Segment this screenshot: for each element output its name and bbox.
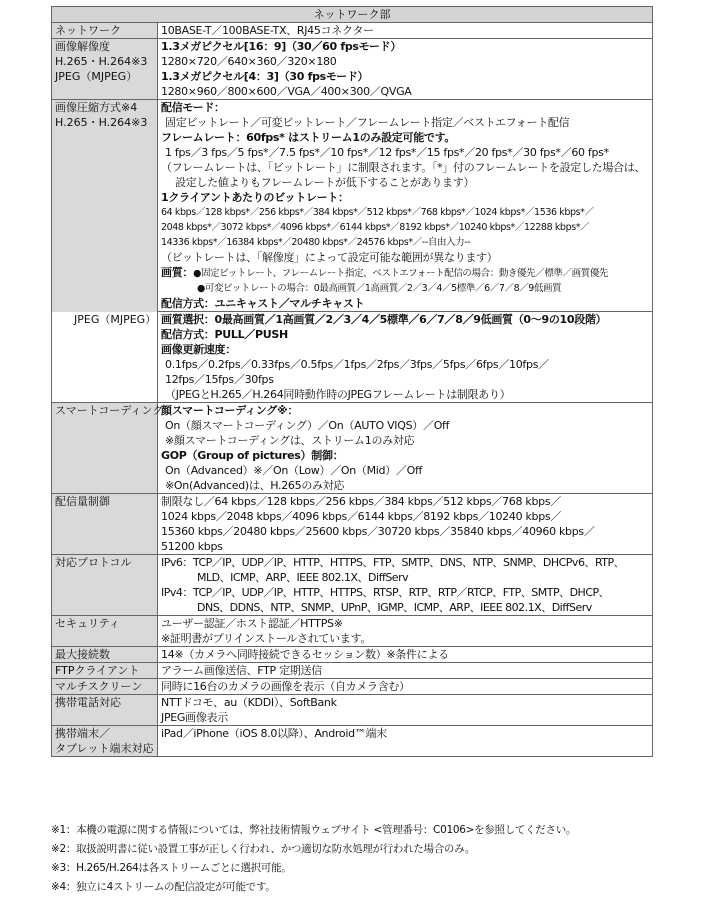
row-value: 画質選択：0最高画質／1高画質／2／3／4／5標準／6／7／8／9低画質（0～9の10段階） 配信方式：PULL／PUSH 画像更新速度： 0.1fps／0.2fps／0.33fps／0.5fps／1fps／2fps／3fps／5fps／6fps／10fps／ 12fps／15fps／30fps （JPEGとH.265／H.264同時動作時のJPEGフレームレートは制限あり） [158,312,653,403]
table-row [52,695,653,726]
row-value: 配信モード： 固定ビットレート／可変ビットレート／フレームレート指定／ベストエフォート配信 フレームレート：60fps* はストリーム1のみ設定可能です。 1 fps／3 fps／5 fps*／7.5 fps*／10 fps*／12 fps*／15 fps*／20 fps*／30 fps*／60 fps* （フレームレートは、「ビットレート」に制限されます。「*」付のフレームレートを設定した場合は、 設定した値よりもフレームレートが低下することがあります） 1クライアントあたりのビットレート： 64 kbps／128 kbps*／256 kbps*／384 kbps*／512 kbps*／768 kbps*／1024 kbps*／1536 kbps*／ 2048 kbps*／3072 kbps*／4096 kbps*／6144 kbps*／8192 kbps*／10240 kbps*／12288 kbps*／ 14336 kbps*／16384 kbps*／20480 kbps*／24576 kbps*／--自由入力-- （ビットレートは、「解像度」によって設定可能な範囲が異なります） 画質：●固定ビットレート、フレームレート指定、ベストエフォート配信の場合：動き優先／標準／画質優先 ●可変ビットレートの場合：0最高画質／1高画質／2／3／4／5標準／6／7／8／9低画質 配信方式：ユニキャスト／マルチキャスト [158,100,653,312]
row-label: 画像圧縮方式※4 H.265・H.264※3 [52,100,158,312]
footnote: ※3：H.265/H.264は各ストリームごとに選択可能。 [51,862,292,874]
row-value: 顔スマートコーディング※： On（顔スマートコーディング）／On（AUTO VIQS）／Off ※顔スマートコーディングは、ストリーム1のみ対応 GOP（Group of pictures）制御： On（Advanced）※／On（Low）／On（Mid）／Off ※On(Advanced)は、H.265のみ対応 [158,403,653,494]
row-label: マルチスクリーン [52,679,158,695]
row-label: 対応プロトコル [52,555,158,616]
row-label: 携帯電話対応 [52,695,158,726]
row-label: 携帯端末／ タブレット端末対応 [52,726,158,757]
table-row [52,555,653,616]
row-value: 制限なし／64 kbps／128 kbps／256 kbps／384 kbps／512 kbps／768 kbps／ 1024 kbps／2048 kbps／4096 kbps／6144 kbps／8192 kbps／10240 kbps／ 15360 kbps／20480 kbps／25600 kbps／30720 kbps／35840 kbps／40960 kbps／ 51200 kbps [158,494,653,555]
footnote: ※4：独立に4ストリームの配信設定が可能です。 [51,881,276,893]
row-value: ユーザー認証／ホスト認証／HTTPS※ ※証明書がプリインストールされています。 [158,616,653,647]
row-label: 画像解像度 H.265・H.264※3 JPEG（MJPEG） [52,39,158,100]
table-row [52,100,653,312]
spec-table [51,6,653,757]
row-value: 14※（カメラへ同時接続できるセッション数）※条件による [158,647,653,663]
row-value: アラーム画像送信、FTP 定期送信 [158,663,653,679]
row-label: ネットワーク [52,23,158,39]
table-row [52,663,653,679]
row-label: スマートコーディング [52,403,158,494]
row-label: 配信量制御 [52,494,158,555]
table-row [52,23,653,39]
row-value: 10BASE-T／100BASE-TX、RJ45コネクター [158,23,653,39]
table-row [52,39,653,100]
table-row [52,726,653,757]
footnote: ※1：本機の電源に関する情報については、弊社技術情報ウェブサイト <管理番号：C0106>を参照してください。 [51,824,577,836]
row-label: セキュリティ [52,616,158,647]
table-row [52,494,653,555]
table-header: ネットワーク部 [52,7,653,23]
table-row [52,403,653,494]
row-value: NTTドコモ、au（KDDI）、SoftBank JPEG画像表示 [158,695,653,726]
row-value: 1.3メガピクセル[16：9]（30／60 fpsモード） 1280×720／640×360／320×180 1.3メガピクセル[4：3]（30 fpsモード） 1280×960／800×600／VGA／400×300／QVGA [158,39,653,100]
row-value: 同時に16台のカメラの画像を表示（自カメラ含む） [158,679,653,695]
table-row [52,647,653,663]
row-label: 最大接続数 [52,647,158,663]
table-row [52,679,653,695]
row-value: IPv6：TCP／IP、UDP／IP、HTTP、HTTPS、FTP、SMTP、DNS、NTP、SNMP、DHCPv6、RTP、 MLD、ICMP、ARP、IEEE 802.1X、DiffServ IPv4：TCP／IP、UDP／IP、HTTP、HTTPS、RTSP、RTP、RTP／RTCP、FTP、SMTP、DHCP、 DNS、DDNS、NTP、SNMP、UPnP、IGMP、ICMP、ARP、IEEE 802.1X、DiffServ [158,555,653,616]
row-label: JPEG（MJPEG） [52,312,158,403]
row-value: iPad／iPhone（iOS 8.0以降）、Android™端末 [158,726,653,757]
table-row [52,616,653,647]
footnote: ※2：取扱説明書に従い設置工事が正しく行われ、かつ適切な防水処理が行われた場合のみ。 [51,843,476,855]
table-row [52,312,653,403]
row-label: FTPクライアント [52,663,158,679]
